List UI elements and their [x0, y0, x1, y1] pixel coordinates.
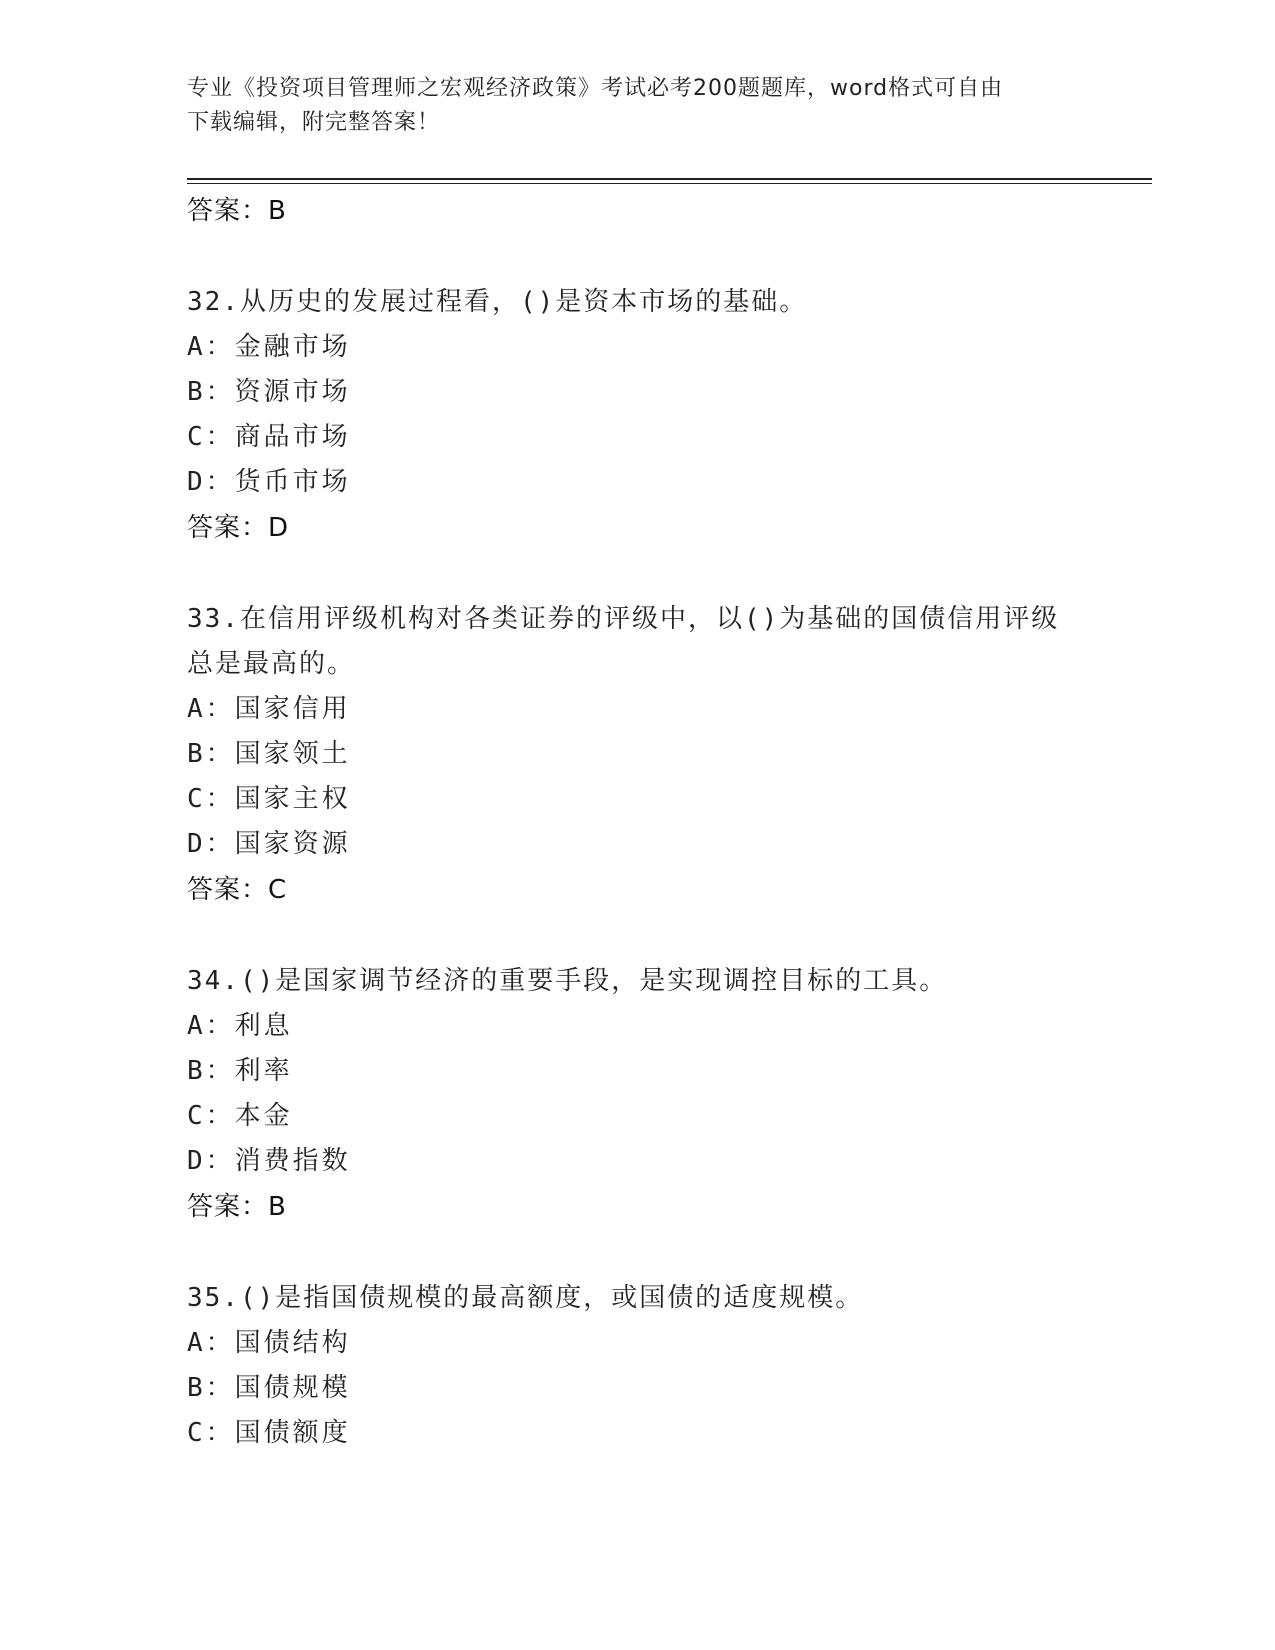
option-c: C：国家主权 [187, 784, 351, 814]
option-b: B：国债规模 [187, 1373, 351, 1403]
spacer [187, 913, 1087, 959]
option-c: C：本金 [187, 1101, 293, 1131]
option-c: C：商品市场 [187, 422, 351, 452]
option-b: B：利率 [187, 1056, 293, 1086]
question-list [187, 188, 1087, 1456]
option-b: B：资源市场 [187, 377, 351, 407]
option-a: A：利息 [187, 1011, 293, 1041]
option-c: C：国债额度 [187, 1418, 351, 1448]
option-a: A：国债结构 [187, 1328, 351, 1358]
answer: 答案：C [187, 875, 288, 905]
question-text: 34.()是国家调节经济的重要手段，是实现调控目标的工具。 [187, 966, 948, 996]
option-a: A：国家信用 [187, 694, 351, 724]
question-text-continued: 总是最高的。 [187, 649, 356, 679]
question-text: 33.在信用评级机构对各类证券的评级中，以()为基础的国债信用评级 [187, 604, 1060, 634]
spacer [187, 1230, 1087, 1276]
answer: 答案：B [187, 1192, 287, 1222]
option-b: B：国家领土 [187, 739, 351, 769]
option-d: D：货币市场 [187, 467, 351, 497]
option-d: D：消费指数 [187, 1146, 351, 1176]
header-divider-thick [187, 178, 1152, 180]
spacer [187, 551, 1087, 597]
previous-answer: 答案：B [187, 196, 287, 226]
question-32 [187, 280, 1087, 551]
answer: 答案：D [187, 513, 290, 543]
question-35 [187, 1276, 1087, 1456]
header-line-1: 专业《投资项目管理师之宏观经济政策》考试必考200题题库，word格式可自由 [187, 76, 1004, 101]
question-34 [187, 959, 1087, 1230]
header-divider-thin [187, 183, 1152, 184]
option-d: D：国家资源 [187, 829, 351, 859]
document-header [187, 72, 1077, 140]
question-text: 35.()是指国债规模的最高额度，或国债的适度规模。 [187, 1283, 864, 1313]
option-a: A：金融市场 [187, 332, 351, 362]
question-text: 32.从历史的发展过程看，()是资本市场的基础。 [187, 287, 808, 317]
question-33 [187, 597, 1087, 913]
spacer [187, 234, 1087, 280]
header-line-2: 下载编辑，附完整答案！ [187, 110, 441, 135]
